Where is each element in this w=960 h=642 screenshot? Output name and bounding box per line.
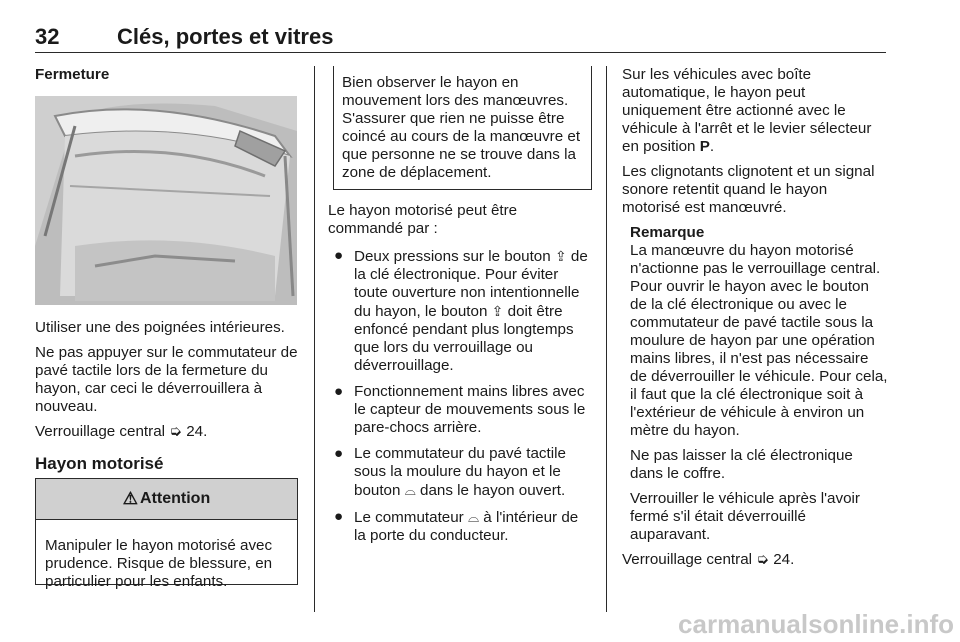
bullet-icon: ● [334,247,344,264]
tailgate-photo [35,96,297,305]
tailgate-switch-icon: ⌓ [404,482,416,498]
column-divider [606,66,607,612]
column-right [622,66,888,576]
warning-continued-box [333,66,592,190]
arrow-icon: ➭ [169,423,182,440]
paragraph: Les clignotants clignotent et un signal sonore retentit quand le hayon motorisé est manœuvré. [622,163,875,216]
bullet-icon: ● [334,445,344,462]
attention-body: Manipuler le hayon motorisé avec prudence. Risque de blessure, en particulier pour les enfants. [45,537,273,590]
gear-position: P [699,138,710,155]
watermark: carmanualsonline.info [678,609,954,639]
paragraph: Ne pas appuyer sur le commutateur de pavé tactile lors de la fermeture du hayon, car ceci le déverrouillera à nouveau. [35,344,298,415]
list-item: ● Deux pressions sur le bouton ⇪ de la clé électronique. Pour éviter toute ouverture non intentionnelle du hayon, le bouton ⇪ doit être enfoncé pendant plus longtemps que lors du verrouillage ou déverrouillage. [334,247,588,374]
page-title: Clés, portes et vitres [117,24,334,49]
car-tailgate-image [35,96,297,305]
control-methods-list [328,247,594,545]
remark-paragraph: Ne pas laisser la clé électronique dans le coffre. [630,447,853,482]
column-left-text [35,319,303,473]
attention-title: Attention [140,490,211,507]
arrow-icon: ➭ [756,551,769,568]
paragraph: Utiliser une des poignées intérieures. [35,319,285,336]
column-divider [314,66,315,612]
bullet-icon: ● [334,383,344,400]
attention-header [36,479,297,520]
list-item: ● Fonctionnement mains libres avec le capteur de mouvements sous le pare-chocs arrière. [334,383,586,436]
tailgate-key-icon: ⇪ [554,248,567,264]
cross-reference [622,551,888,569]
reference-label: Verrouillage central [622,551,753,568]
reference-page[interactable]: 24. [773,551,795,568]
remark-paragraph: Verrouiller le véhicule après l'avoir fermé s'il était déverrouillé auparavant. [630,490,860,543]
page-header [35,0,886,53]
list-item: ● Le commutateur ⌓ à l'intérieur de la porte du conducteur. [334,508,579,544]
remark-title: Remarque [630,224,705,241]
reference-label: Verrouillage central [35,423,166,440]
column-middle [328,202,594,553]
list-item: ● Le commutateur du pavé tactile sous la moulure du hayon et le bouton ⌓ dans le hayon ouvert. [334,445,566,499]
attention-box [35,478,298,590]
paragraph: Sur les véhicules avec boîte automatique, le hayon peut uniquement être actionné avec le véhicule à l'arrêt et le levier sélecteur en position P. [622,66,872,155]
tailgate-key-icon: ⇪ [491,303,504,319]
remark-block [622,224,888,544]
tailgate-switch-icon: ⌓ [467,509,480,525]
reference-page[interactable]: 24. [186,423,208,440]
page-number: 32 [35,24,60,49]
warning-triangle-icon: ⚠ [122,489,139,508]
warning-text: Bien observer le hayon en mouvement lors des manœuvres. S'assurer que rien ne puisse être coincé au cours de la manœuvre et que personne ne se trouve dans la zone de déplacement. [342,74,581,181]
bullet-icon: ● [334,508,344,525]
column-left [35,66,301,84]
paragraph: Le hayon motorisé peut être commandé par : [328,202,518,237]
section-heading: Hayon motorisé [35,454,164,473]
section-heading: Fermeture [35,66,110,83]
cross-reference [35,423,303,441]
remark-paragraph: La manœuvre du hayon motorisé n'actionne pas le verrouillage central. Pour ouvrir le hayon avec le bouton de la clé électronique ou avec le commutateur de pavé tactile sous la moulure de hayon par une opération mains libres, il n'est pas nécessaire de déverrouiller le véhicule. Pour cela, il faut que la clé électronique soit à l'extérieur de véhicule à environ un mètre du hayon. [630,242,888,439]
